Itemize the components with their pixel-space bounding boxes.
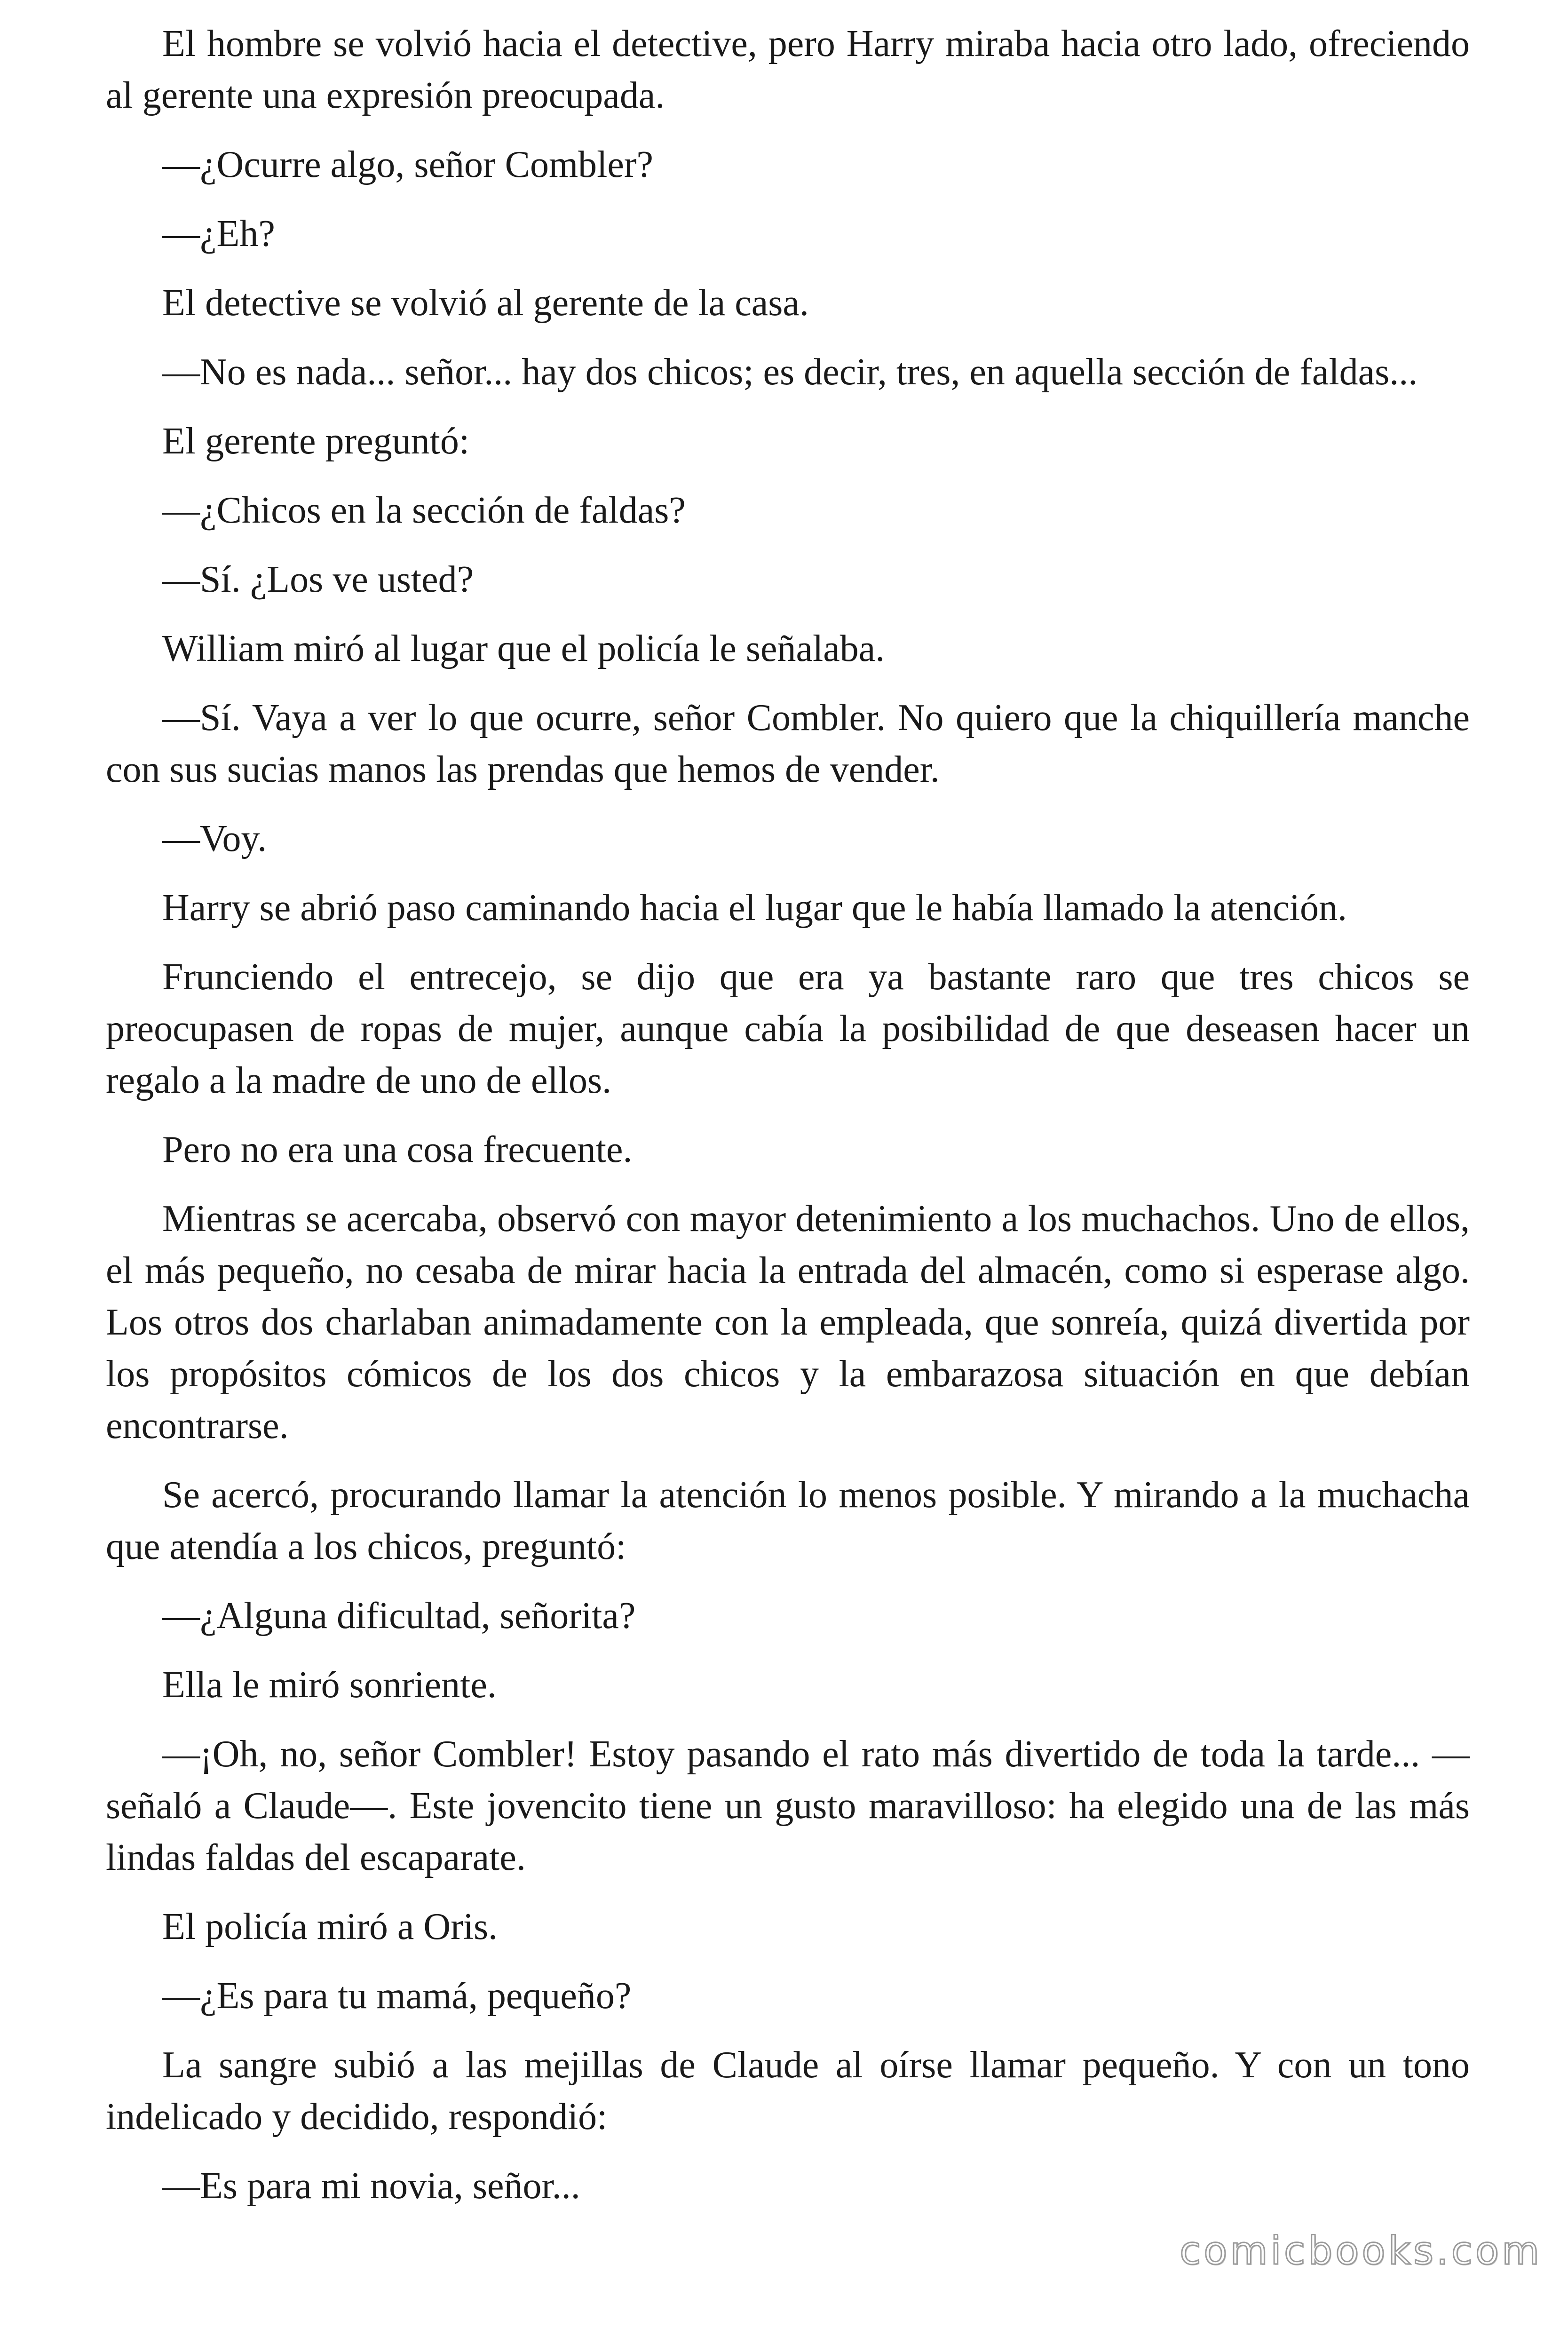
paragraph-9: William miró al lugar que el policía le señalaba. [162,628,885,669]
paragraph-21: —¿Es para tu mamá, pequeño? [162,1975,632,2017]
paragraph-12: Harry se abrió paso caminando hacia el lugar que le había llamado la atención. [162,887,1347,929]
paragraph-14: Pero no era una cosa frecuente. [162,1129,633,1170]
paragraph-2: —¿Ocurre algo, señor Combler? [162,144,654,185]
paragraph-18: Ella le miró sonriente. [162,1664,497,1706]
paragraph-19: —¡Oh, no, señor Combler! Estoy pasando el rato más divertido de toda la tarde... —señaló a Claude—. Este jovencito tiene un gusto maravilloso: ha elegido una de las más lindas faldas del escaparate. [106,1733,1470,1878]
paragraph-8: —Sí. ¿Los ve usted? [162,559,474,600]
watermark: comicbooks.com [1180,2229,1542,2273]
paragraph-5: —No es nada... señor... hay dos chicos; es decir, tres, en aquella sección de faldas... [162,351,1418,393]
paragraph-20: El policía miró a Oris. [162,1906,498,1947]
paragraph-1: El hombre se volvió hacia el detective, pero Harry miraba hacia otro lado, ofreciendo al gerente una expresión preocupada. [106,23,1470,116]
paragraph-11: —Voy. [162,818,267,859]
paragraph-16: Se acercó, procurando llamar la atención lo menos posible. Y mirando a la muchacha que atendía a los chicos, preguntó: [106,1474,1470,1567]
paragraph-23: —Es para mi novia, señor... [162,2165,580,2207]
paragraph-4: El detective se volvió al gerente de la casa. [162,282,809,324]
paragraph-17: —¿Alguna dificultad, señorita? [162,1595,636,1637]
paragraph-22: La sangre subió a las mejillas de Claude al oírse llamar pequeño. Y con un tono indelicado y decidido, respondió: [106,2044,1470,2137]
paragraph-13: Frunciendo el entrecejo, se dijo que era ya bastante raro que tres chicos se preocupasen de ropas de mujer, aunque cabía la posibilidad de que deseasen hacer un regalo a la madre de uno de ellos. [106,956,1470,1101]
paragraph-7: —¿Chicos en la sección de faldas? [162,490,686,531]
paragraph-15: Mientras se acercaba, observó con mayor detenimiento a los muchachos. Uno de ellos, el más pequeño, no cesaba de mirar hacia la entrada del almacén, como si esperase algo. Los otros dos charlaban animadamente con la empleada, que sonreía, quizá divertida por los propósitos cómicos de los dos chicos y la embarazosa situación en que debían encontrarse. [106,1198,1470,1446]
paragraph-3: —¿Eh? [162,213,275,254]
body-text [106,18,1470,2229]
paragraph-10: —Sí. Vaya a ver lo que ocurre, señor Combler. No quiero que la chiquillería manche con sus sucias manos las prendas que hemos de vender. [106,697,1470,790]
paragraph-6: El gerente preguntó: [162,421,470,462]
